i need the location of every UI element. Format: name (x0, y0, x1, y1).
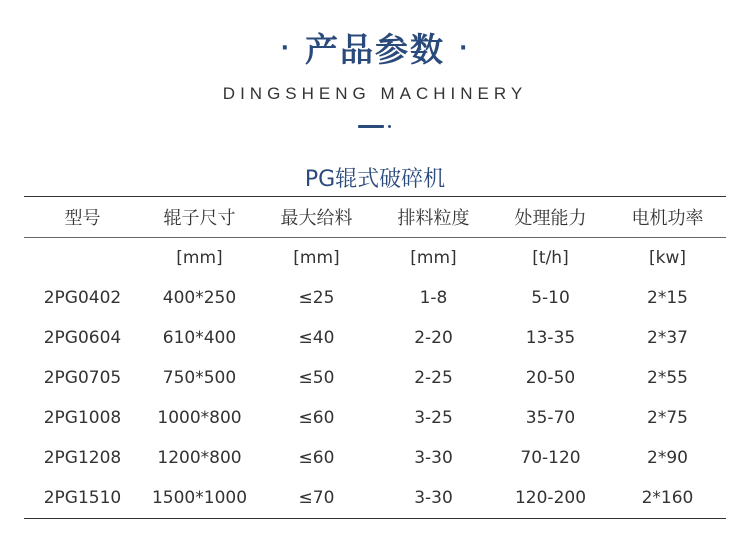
heading-dot-right: · (459, 36, 470, 61)
cell-capacity: 20-50 (525, 368, 576, 388)
table-row (24, 318, 726, 358)
table-title: PG辊式破碎机 (304, 167, 446, 192)
cell-model: 2PG1008 (43, 408, 122, 428)
unit-roller-size: [mm] (176, 248, 223, 268)
accent-bar (358, 125, 384, 128)
table-row (24, 358, 726, 398)
cell-discharge-size: 2-25 (414, 368, 453, 388)
cell-max-feed: ≤50 (298, 368, 335, 388)
cell-model: 2PG1208 (43, 448, 122, 468)
cell-capacity: 70-120 (520, 448, 581, 468)
cell-discharge-size: 1-8 (419, 288, 448, 308)
company-name: DINGSHENG MACHINERY (222, 84, 528, 103)
cell-max-feed: ≤25 (298, 288, 335, 308)
cell-discharge-size: 3-25 (414, 408, 453, 428)
cell-max-feed: ≤60 (298, 408, 335, 428)
header-motor-power: 电机功率 (631, 208, 704, 229)
cell-model: 2PG0402 (43, 288, 122, 308)
unit-discharge-size: [mm] (410, 248, 457, 268)
cell-roller-size: 1200*800 (157, 448, 242, 468)
accent-dot (388, 125, 391, 128)
header-capacity: 处理能力 (514, 208, 587, 229)
cell-capacity: 13-35 (525, 328, 576, 348)
unit-capacity: [t/h] (532, 248, 569, 268)
cell-roller-size: 610*400 (162, 328, 237, 348)
cell-motor-power: 2*15 (647, 288, 688, 308)
cell-max-feed: ≤60 (298, 448, 335, 468)
header-roller-size: 辊子尺寸 (163, 208, 236, 229)
cell-discharge-size: 3-30 (414, 488, 453, 508)
header-max-feed: 最大给料 (280, 208, 353, 229)
cell-model: 2PG1510 (43, 488, 122, 508)
cell-motor-power: 2*37 (647, 328, 688, 348)
heading-title: 产品参数 (305, 30, 445, 69)
cell-roller-size: 1500*1000 (151, 488, 248, 508)
table-row (24, 438, 726, 478)
cell-motor-power: 2*90 (647, 448, 688, 468)
heading-dot-left: · (280, 36, 291, 61)
cell-motor-power: 2*55 (647, 368, 688, 388)
cell-roller-size: 750*500 (162, 368, 237, 388)
header-discharge-size: 排料粒度 (397, 208, 470, 229)
table-row (24, 278, 726, 318)
cell-motor-power: 2*160 (641, 488, 694, 508)
cell-model: 2PG0705 (43, 368, 122, 388)
table-row (24, 398, 726, 438)
cell-discharge-size: 2-20 (414, 328, 453, 348)
cell-discharge-size: 3-30 (414, 448, 453, 468)
header-model: 型号 (64, 208, 101, 229)
cell-roller-size: 1000*800 (157, 408, 242, 428)
cell-capacity: 5-10 (531, 288, 570, 308)
cell-model: 2PG0604 (43, 328, 122, 348)
cell-max-feed: ≤70 (298, 488, 335, 508)
cell-motor-power: 2*75 (647, 408, 688, 428)
table-row (24, 478, 726, 518)
cell-max-feed: ≤40 (298, 328, 335, 348)
table-units-row (24, 238, 726, 278)
cell-roller-size: 400*250 (162, 288, 237, 308)
unit-max-feed: [mm] (293, 248, 340, 268)
table-header-row (24, 197, 726, 238)
page-heading (0, 24, 750, 71)
unit-motor-power: [kw] (648, 248, 686, 268)
cell-capacity: 35-70 (525, 408, 576, 428)
spec-table (24, 196, 726, 519)
cell-capacity: 120-200 (514, 488, 587, 508)
